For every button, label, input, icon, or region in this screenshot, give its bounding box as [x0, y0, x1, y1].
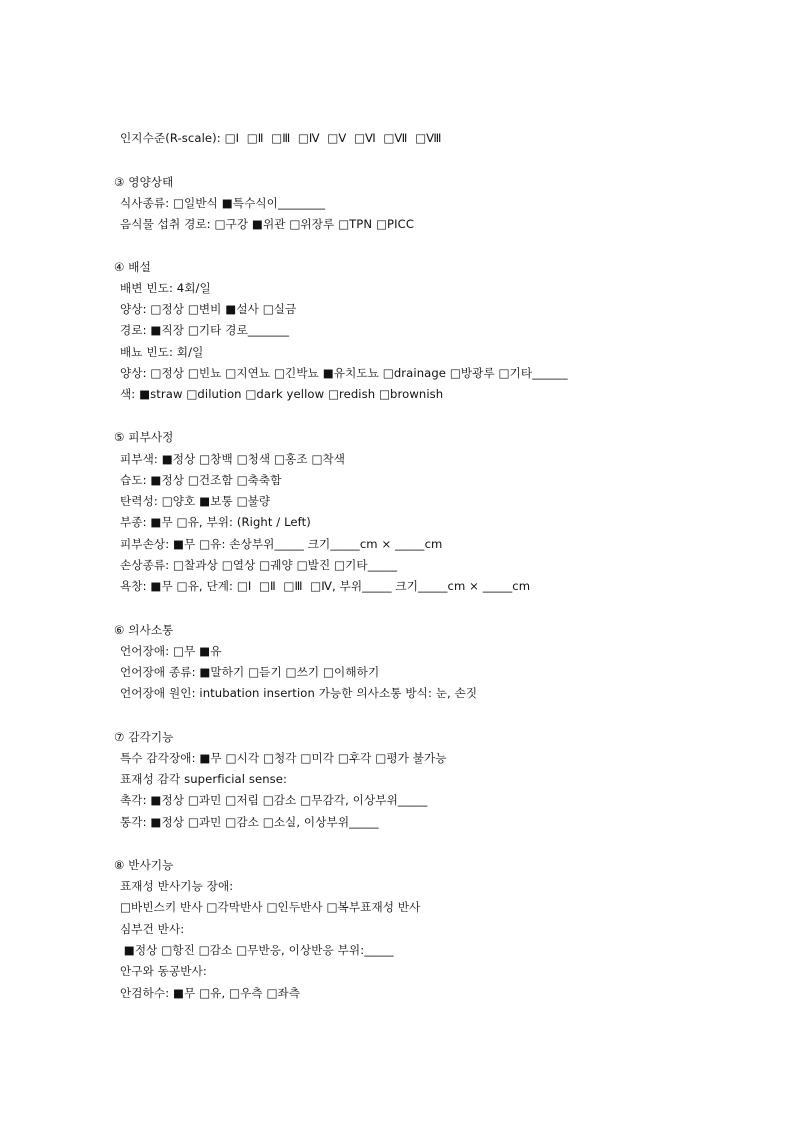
damage-type-line: 손상종류: □찰과상 □열상 □궤양 □발진 □기타_____ [120, 558, 398, 572]
pupil-reflex-line: 안구와 동공반사: [120, 964, 207, 978]
deep-tendon-reflex-line: 심부건 반사: [120, 922, 185, 936]
urine-pattern-line: 양상: □정상 □빈뇨 □지연뇨 □긴박뇨 ■유치도뇨 □drainage □방광루 □기타______ [120, 366, 568, 380]
skin-color-line: 피부색: ■정상 □창백 □청색 □홍조 □착색 [120, 452, 346, 466]
section-skin-heading: ⑤ 피부사정 [114, 430, 174, 444]
speech-disorder-line: 언어장애: □무 ■유 [120, 644, 222, 658]
diet-type-line: 식사종류: □일반식 ■특수식이________ [120, 196, 326, 210]
speech-disorder-cause-line: 언어장애 원인: intubation insertion 가능한 의사소통 방식: 눈, 손짓 [120, 686, 478, 700]
edema-line: 부종: ■무 □유, 부위: (Right / Left) [120, 515, 311, 529]
bowel-route-line: 경로: ■직장 □기타 경로_______ [120, 323, 290, 337]
pain-sense-line: 통각: ■정상 □과민 □감소 □소실, 이상부위_____ [120, 815, 379, 829]
urine-color-line: 색: ■straw □dilution □dark yellow □redish □brownish [120, 387, 444, 401]
deep-tendon-options-line: ■정상 □항진 □감소 □무반응, 이상반응 부위:_____ [120, 943, 394, 957]
section-sensory-heading: ⑦ 감각기능 [114, 730, 174, 744]
bowel-frequency-line: 배변 빈도: 4회/일 [120, 281, 211, 295]
speech-disorder-type-line: 언어장애 종류: ■말하기 □듣기 □쓰기 □이해하기 [120, 665, 380, 679]
section-elimination-heading: ④ 배설 [114, 260, 151, 274]
section-reflex-heading: ⑧ 반사기능 [114, 858, 174, 872]
touch-sense-line: 촉각: ■정상 □과민 □저림 □감소 □무감각, 이상부위_____ [120, 793, 428, 807]
superficial-reflex-options-line: □바빈스키 반사 □각막반사 □인두반사 □복부표재성 반사 [120, 900, 421, 914]
section-nutrition-heading: ③ 영양상태 [114, 175, 174, 189]
special-sense-line: 특수 감각장애: ■무 □시각 □청각 □미각 □후각 □평가 불가능 [120, 751, 447, 765]
superficial-sense-line: 표재성 감각 superficial sense: [120, 772, 288, 786]
skin-elasticity-line: 탄력성: □양호 ■보통 □불량 [120, 494, 271, 508]
skin-damage-line: 피부손상: ■무 □유: 손상부위_____ 크기_____cm × _____cm [120, 537, 443, 551]
skin-moisture-line: 습도: ■정상 □건조함 □축축함 [120, 473, 282, 487]
intake-route-line: 음식물 섭취 경로: □구강 ■위관 □위장루 □TPN □PICC [120, 217, 415, 231]
superficial-reflex-line: 표재성 반사기능 장애: [120, 879, 234, 893]
bowel-pattern-line: 양상: □정상 □변비 ■설사 □실금 [120, 302, 297, 316]
urine-frequency-line: 배뇨 빈도: 회/일 [120, 345, 204, 359]
section-communication-heading: ⑥ 의사소통 [114, 623, 174, 637]
cognition-level-line: 인지수준(R-scale): □Ⅰ □Ⅱ □Ⅲ □Ⅳ □Ⅴ □Ⅵ □Ⅶ □Ⅷ [120, 131, 442, 145]
ptosis-line: 안검하수: ■무 □유, □우측 □좌측 [120, 986, 301, 1000]
pressure-ulcer-line: 욕창: ■무 □유, 단계: □Ⅰ □Ⅱ □Ⅲ □Ⅳ, 부위_____ 크기_____cm × _____cm [120, 579, 531, 593]
